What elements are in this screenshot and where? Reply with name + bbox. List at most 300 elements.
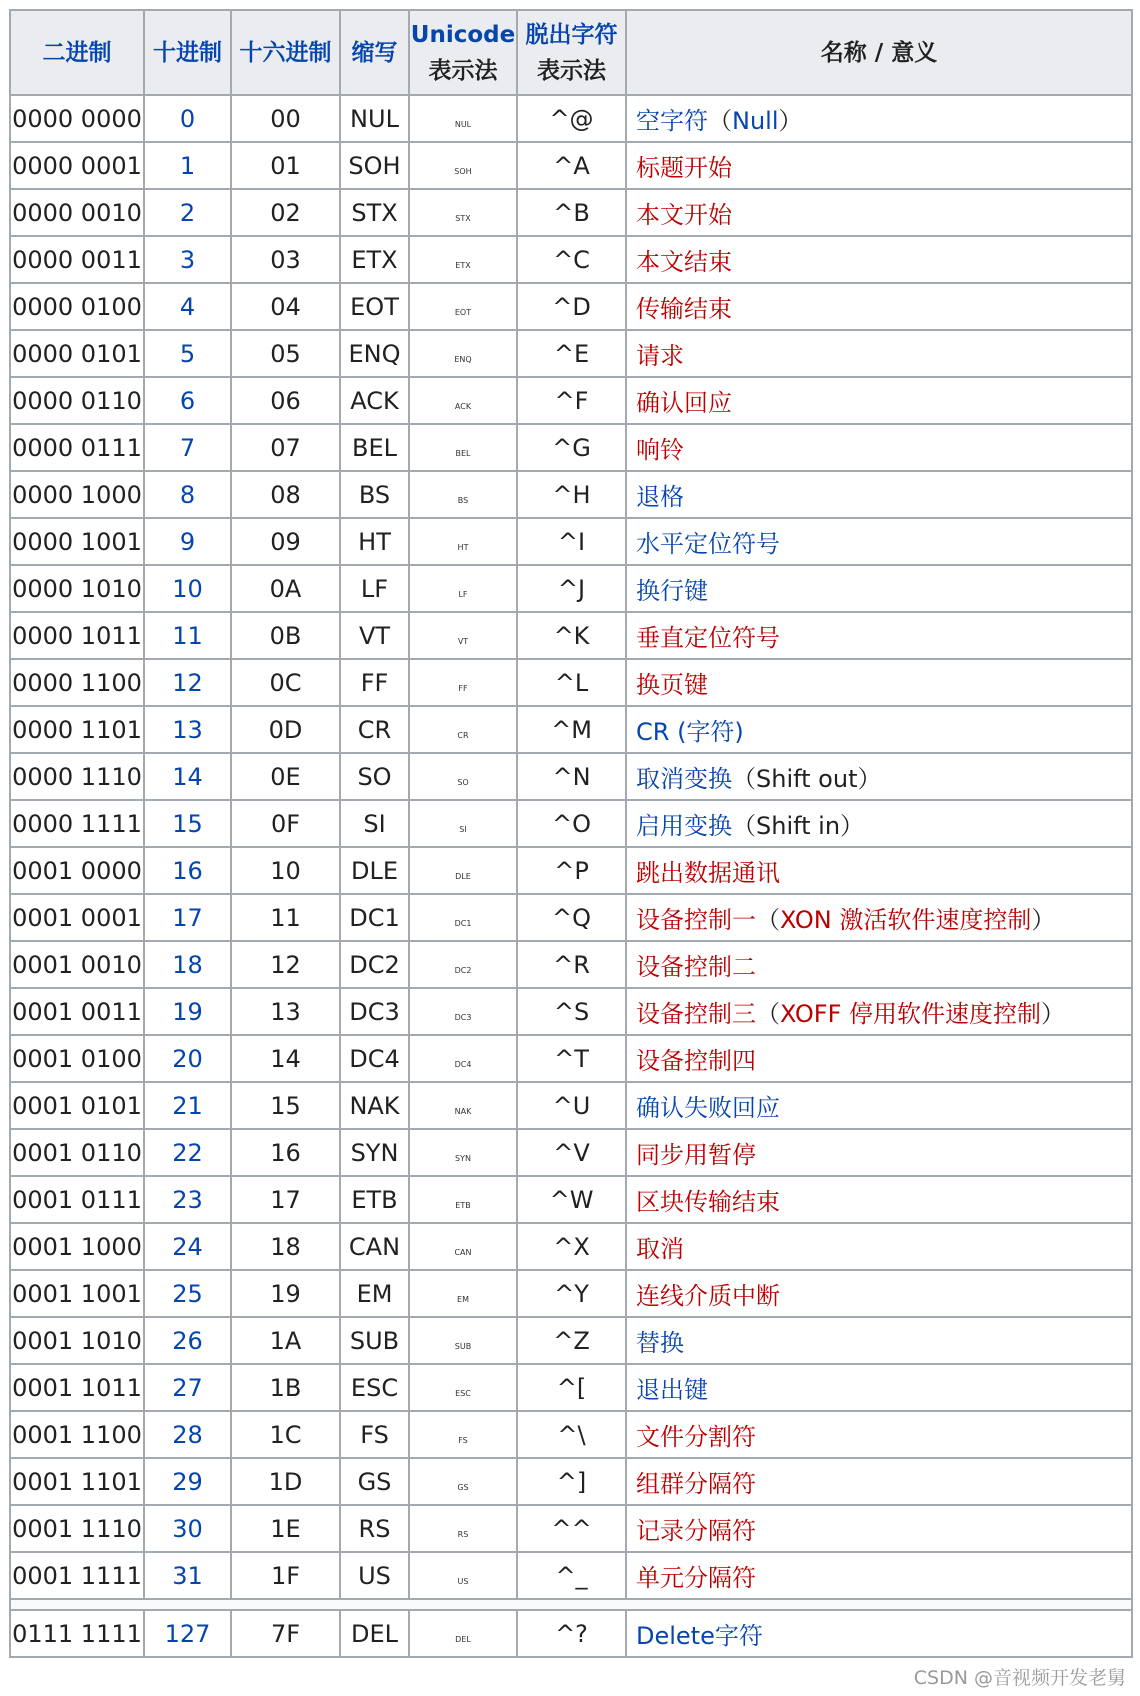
watermark: CSDN @音视频开发老舅 <box>913 1667 1126 1689</box>
ascii-control-table <box>9 9 1133 1658</box>
abbr-cell: LF <box>340 565 409 612</box>
name-cell <box>626 142 1132 189</box>
control-picture-glyph: US <box>457 1576 469 1586</box>
hex-cell: 0B <box>231 612 340 659</box>
table-row <box>10 1129 1132 1176</box>
binary-cell: 0000 1001 <box>10 518 144 565</box>
table-row <box>10 753 1132 800</box>
control-picture-glyph: EM <box>457 1294 469 1304</box>
name-cell <box>626 1223 1132 1270</box>
name-text: （ <box>756 906 780 934</box>
name-link[interactable]: 确认失败回应 <box>636 1094 780 1122</box>
hex-cell: 11 <box>231 894 340 941</box>
abbr-cell: BEL <box>340 424 409 471</box>
table-row <box>10 518 1132 565</box>
decimal-cell[interactable]: 127 <box>144 1610 231 1657</box>
unicode-picture-cell <box>409 1129 517 1176</box>
decimal-cell[interactable]: 16 <box>144 847 231 894</box>
unicode-picture-cell <box>409 1552 517 1599</box>
unicode-picture-cell <box>409 659 517 706</box>
abbr-cell: ETB <box>340 1176 409 1223</box>
name-cell <box>626 471 1132 518</box>
unicode-picture-cell <box>409 1458 517 1505</box>
abbr-cell: SI <box>340 800 409 847</box>
abbr-cell: DLE <box>340 847 409 894</box>
escape-cell: ^V <box>517 1129 626 1176</box>
unicode-picture-cell <box>409 236 517 283</box>
abbr-cell: SO <box>340 753 409 800</box>
table-row <box>10 847 1132 894</box>
table-row <box>10 424 1132 471</box>
name-cell <box>626 988 1132 1035</box>
decimal-cell[interactable]: 7 <box>144 424 231 471</box>
abbr-cell: DC2 <box>340 941 409 988</box>
name-link[interactable]: XON 激活软件速度控制 <box>780 906 1032 934</box>
name-link[interactable]: 换页键 <box>636 671 708 699</box>
name-link[interactable]: 文件分割符 <box>636 1423 756 1451</box>
control-picture-glyph: NAK <box>454 1106 472 1116</box>
unicode-sub: 表示法 <box>428 57 498 84</box>
escape-cell: ^J <box>517 565 626 612</box>
hex-cell: 08 <box>231 471 340 518</box>
unicode-picture-cell <box>409 565 517 612</box>
hex-cell: 14 <box>231 1035 340 1082</box>
decimal-cell[interactable]: 27 <box>144 1364 231 1411</box>
unicode-picture-cell <box>409 847 517 894</box>
binary-cell: 0000 1101 <box>10 706 144 753</box>
decimal-cell[interactable]: 3 <box>144 236 231 283</box>
control-picture-glyph: HT <box>457 542 469 552</box>
control-picture-glyph: BEL <box>455 448 471 458</box>
unicode-picture-cell <box>409 941 517 988</box>
abbr-cell: DC3 <box>340 988 409 1035</box>
name-text: （ <box>708 107 732 135</box>
control-picture-glyph: BS <box>457 495 469 505</box>
escape-cell: ^G <box>517 424 626 471</box>
control-picture-glyph: STX <box>455 213 471 223</box>
table-row <box>10 283 1132 330</box>
name-cell <box>626 847 1132 894</box>
binary-cell: 0001 0111 <box>10 1176 144 1223</box>
decimal-cell[interactable]: 8 <box>144 471 231 518</box>
table-row <box>10 1411 1132 1458</box>
decimal-cell[interactable]: 1 <box>144 142 231 189</box>
abbr-cell: STX <box>340 189 409 236</box>
table-row <box>10 1364 1132 1411</box>
separator-cell <box>10 1599 1132 1610</box>
decimal-cell[interactable]: 18 <box>144 941 231 988</box>
unicode-picture-cell <box>409 1035 517 1082</box>
name-cell <box>626 565 1132 612</box>
abbr-cell: VT <box>340 612 409 659</box>
unicode-picture-cell <box>409 471 517 518</box>
table-row <box>10 988 1132 1035</box>
table-row <box>10 189 1132 236</box>
escape-cell: ^L <box>517 659 626 706</box>
decimal-cell[interactable]: 11 <box>144 612 231 659</box>
binary-cell: 0001 1111 <box>10 1552 144 1599</box>
escape-cell: ^Q <box>517 894 626 941</box>
escape-cell: ^] <box>517 1458 626 1505</box>
col-header-decimal[interactable]: 十进制 <box>144 10 231 95</box>
control-picture-glyph: LF <box>458 589 468 599</box>
unicode-picture-cell <box>409 1411 517 1458</box>
decimal-cell[interactable]: 23 <box>144 1176 231 1223</box>
hex-cell: 0A <box>231 565 340 612</box>
name-cell <box>626 1129 1132 1176</box>
control-picture-glyph: SI <box>459 824 467 834</box>
escape-cell: ^^ <box>517 1505 626 1552</box>
name-cell <box>626 1610 1132 1657</box>
decimal-cell[interactable]: 30 <box>144 1505 231 1552</box>
escape-cell: ^R <box>517 941 626 988</box>
table-row <box>10 377 1132 424</box>
control-picture-glyph: DEL <box>455 1634 471 1644</box>
decimal-cell[interactable]: 9 <box>144 518 231 565</box>
hex-cell: 04 <box>231 283 340 330</box>
hex-cell: 09 <box>231 518 340 565</box>
hex-cell: 05 <box>231 330 340 377</box>
hex-cell: 02 <box>231 189 340 236</box>
escape-cell: ^P <box>517 847 626 894</box>
table-row <box>10 706 1132 753</box>
decimal-cell[interactable]: 20 <box>144 1035 231 1082</box>
decimal-cell[interactable]: 15 <box>144 800 231 847</box>
name-cell <box>626 283 1132 330</box>
name-link[interactable]: 设备控制三 <box>636 1000 756 1028</box>
name-cell <box>626 1082 1132 1129</box>
name-link[interactable]: 设备控制四 <box>636 1047 756 1075</box>
table-row <box>10 1223 1132 1270</box>
table-row <box>10 1610 1132 1657</box>
decimal-cell[interactable]: 12 <box>144 659 231 706</box>
name-text: ） <box>1031 906 1056 934</box>
unicode-picture-cell <box>409 800 517 847</box>
col-header-abbr[interactable]: 缩写 <box>340 10 409 95</box>
name-link[interactable]: 取消 <box>636 1235 684 1263</box>
unicode-picture-cell <box>409 894 517 941</box>
binary-cell: 0001 1001 <box>10 1270 144 1317</box>
escape-cell: ^T <box>517 1035 626 1082</box>
control-picture-glyph: EOT <box>454 307 472 317</box>
table-row <box>10 894 1132 941</box>
control-picture-glyph: RS <box>457 1529 469 1539</box>
control-picture-glyph: NUL <box>454 119 472 129</box>
control-picture-glyph: SUB <box>454 1341 472 1351</box>
abbr-cell: DC4 <box>340 1035 409 1082</box>
hex-cell: 1E <box>231 1505 340 1552</box>
hex-cell: 0D <box>231 706 340 753</box>
binary-cell: 0000 0001 <box>10 142 144 189</box>
control-picture-glyph: CR <box>457 730 469 740</box>
abbr-cell: EM <box>340 1270 409 1317</box>
table-separator-row <box>10 1599 1132 1610</box>
name-text: ） <box>778 107 803 135</box>
abbr-cell: CAN <box>340 1223 409 1270</box>
name-cell <box>626 894 1132 941</box>
unicode-link[interactable]: Unicode <box>410 21 516 48</box>
escape-cell: ^Y <box>517 1270 626 1317</box>
binary-cell: 0001 0000 <box>10 847 144 894</box>
binary-cell: 0000 1100 <box>10 659 144 706</box>
name-cell <box>626 1176 1132 1223</box>
abbr-cell: ACK <box>340 377 409 424</box>
name-cell <box>626 1364 1132 1411</box>
escape-cell: ^_ <box>517 1552 626 1599</box>
name-cell <box>626 330 1132 377</box>
escape-cell: ^K <box>517 612 626 659</box>
escape-cell: ^X <box>517 1223 626 1270</box>
binary-cell: 0000 1110 <box>10 753 144 800</box>
name-link[interactable]: 连线介质中断 <box>636 1282 780 1310</box>
escape-sub: 表示法 <box>537 57 606 84</box>
control-picture-glyph: VT <box>457 636 469 646</box>
binary-cell: 0001 0101 <box>10 1082 144 1129</box>
name-link[interactable]: 传输结束 <box>636 295 732 323</box>
name-link[interactable]: 同步用暂停 <box>636 1141 756 1169</box>
escape-cell: ^@ <box>517 95 626 142</box>
hex-cell: 1B <box>231 1364 340 1411</box>
name-link[interactable]: 换行键 <box>636 577 708 605</box>
name-link[interactable]: 请求 <box>636 342 684 370</box>
table-row <box>10 1552 1132 1599</box>
name-link[interactable]: 区块传输结束 <box>636 1188 780 1216</box>
table-row <box>10 612 1132 659</box>
table-header-row <box>10 10 1132 95</box>
unicode-picture-cell <box>409 377 517 424</box>
escape-cell: ^S <box>517 988 626 1035</box>
name-cell <box>626 1317 1132 1364</box>
control-picture-glyph: SYN <box>455 1153 471 1163</box>
decimal-cell[interactable]: 22 <box>144 1129 231 1176</box>
binary-cell: 0000 1011 <box>10 612 144 659</box>
decimal-cell[interactable]: 0 <box>144 95 231 142</box>
abbr-cell: DEL <box>340 1610 409 1657</box>
name-text: （ <box>756 1000 780 1028</box>
unicode-picture-cell <box>409 1610 517 1657</box>
decimal-cell[interactable]: 31 <box>144 1552 231 1599</box>
name-cell <box>626 1411 1132 1458</box>
hex-cell: 16 <box>231 1129 340 1176</box>
binary-cell: 0001 0001 <box>10 894 144 941</box>
hex-cell: 0F <box>231 800 340 847</box>
name-text: （Shift out） <box>732 765 882 793</box>
hex-cell: 0C <box>231 659 340 706</box>
unicode-picture-cell <box>409 1223 517 1270</box>
decimal-cell[interactable]: 19 <box>144 988 231 1035</box>
abbr-cell: EOT <box>340 283 409 330</box>
name-cell <box>626 95 1132 142</box>
escape-link[interactable]: 脱出字符 <box>525 21 618 48</box>
binary-cell: 0001 0100 <box>10 1035 144 1082</box>
binary-cell: 0000 0111 <box>10 424 144 471</box>
name-cell <box>626 424 1132 471</box>
control-picture-glyph: GS <box>457 1482 469 1492</box>
unicode-picture-cell <box>409 283 517 330</box>
escape-cell: ^C <box>517 236 626 283</box>
table-row <box>10 95 1132 142</box>
unicode-picture-cell <box>409 988 517 1035</box>
decimal-cell[interactable]: 4 <box>144 283 231 330</box>
name-cell <box>626 941 1132 988</box>
decimal-cell[interactable]: 6 <box>144 377 231 424</box>
binary-cell: 0001 1100 <box>10 1411 144 1458</box>
abbr-cell: FS <box>340 1411 409 1458</box>
escape-cell: ^E <box>517 330 626 377</box>
unicode-picture-cell <box>409 518 517 565</box>
escape-cell: ^\ <box>517 1411 626 1458</box>
escape-cell: ^? <box>517 1610 626 1657</box>
table-row <box>10 1035 1132 1082</box>
name-link[interactable]: 退格 <box>636 483 684 511</box>
name-link[interactable]: 设备控制一 <box>636 906 756 934</box>
hex-cell: 01 <box>231 142 340 189</box>
name-link[interactable]: Delete字符 <box>636 1622 763 1650</box>
name-link[interactable]: 单元分隔符 <box>636 1564 756 1592</box>
name-cell <box>626 659 1132 706</box>
name-link[interactable]: 替换 <box>636 1329 684 1357</box>
name-link[interactable]: 取消变换 <box>636 765 732 793</box>
decimal-cell[interactable]: 24 <box>144 1223 231 1270</box>
unicode-picture-cell <box>409 142 517 189</box>
col-header-escape <box>517 10 626 95</box>
abbr-cell: ENQ <box>340 330 409 377</box>
table-row <box>10 1176 1132 1223</box>
table-row <box>10 330 1132 377</box>
table-row <box>10 1505 1132 1552</box>
name-link[interactable]: 记录分隔符 <box>636 1517 756 1545</box>
decimal-cell[interactable]: 21 <box>144 1082 231 1129</box>
table-row <box>10 1317 1132 1364</box>
name-link[interactable]: 设备控制二 <box>636 953 756 981</box>
unicode-picture-cell <box>409 1505 517 1552</box>
name-link[interactable]: CR (字符) <box>636 718 744 746</box>
table-row <box>10 471 1132 518</box>
decimal-cell[interactable]: 17 <box>144 894 231 941</box>
decimal-cell[interactable]: 14 <box>144 753 231 800</box>
decimal-cell[interactable]: 10 <box>144 565 231 612</box>
control-picture-glyph: DLE <box>455 871 471 881</box>
decimal-cell[interactable]: 29 <box>144 1458 231 1505</box>
name-link[interactable]: 退出键 <box>636 1376 708 1404</box>
name-cell <box>626 706 1132 753</box>
table-row <box>10 1082 1132 1129</box>
binary-cell: 0000 1111 <box>10 800 144 847</box>
table-row <box>10 1458 1132 1505</box>
hex-cell: 1C <box>231 1411 340 1458</box>
binary-cell: 0000 0000 <box>10 95 144 142</box>
col-header-hex[interactable]: 十六进制 <box>231 10 340 95</box>
control-picture-glyph: DC4 <box>454 1059 472 1069</box>
name-link[interactable]: 水平定位符号 <box>636 530 780 558</box>
name-cell <box>626 377 1132 424</box>
unicode-picture-cell <box>409 1270 517 1317</box>
decimal-cell[interactable]: 2 <box>144 189 231 236</box>
name-link[interactable]: 空字符 <box>636 107 708 135</box>
table-row <box>10 941 1132 988</box>
table-row <box>10 800 1132 847</box>
abbr-cell: US <box>340 1552 409 1599</box>
unicode-picture-cell <box>409 95 517 142</box>
decimal-cell[interactable]: 13 <box>144 706 231 753</box>
hex-cell: 19 <box>231 1270 340 1317</box>
unicode-picture-cell <box>409 1082 517 1129</box>
abbr-cell: FF <box>340 659 409 706</box>
control-picture-glyph: ACK <box>454 401 472 411</box>
col-header-name: 名称 / 意义 <box>626 10 1132 95</box>
abbr-cell: ESC <box>340 1364 409 1411</box>
decimal-cell[interactable]: 25 <box>144 1270 231 1317</box>
abbr-cell: BS <box>340 471 409 518</box>
abbr-cell: SUB <box>340 1317 409 1364</box>
name-cell <box>626 1505 1132 1552</box>
binary-cell: 0001 0110 <box>10 1129 144 1176</box>
escape-cell: ^M <box>517 706 626 753</box>
name-link[interactable]: XOFF 停用软件速度控制 <box>780 1000 1042 1028</box>
unicode-picture-cell <box>409 706 517 753</box>
name-cell <box>626 1270 1132 1317</box>
abbr-cell: ETX <box>340 236 409 283</box>
escape-cell: ^F <box>517 377 626 424</box>
table-row <box>10 142 1132 189</box>
control-picture-glyph: DC1 <box>454 918 472 928</box>
decimal-cell[interactable]: 26 <box>144 1317 231 1364</box>
abbr-cell: RS <box>340 1505 409 1552</box>
escape-cell: ^W <box>517 1176 626 1223</box>
name-link[interactable]: 垂直定位符号 <box>636 624 780 652</box>
name-link[interactable]: 本文结束 <box>636 248 732 276</box>
binary-cell: 0001 1110 <box>10 1505 144 1552</box>
name-link[interactable]: 组群分隔符 <box>636 1470 756 1498</box>
control-picture-glyph: SO <box>457 777 469 787</box>
binary-cell: 0111 1111 <box>10 1610 144 1657</box>
hex-cell: 13 <box>231 988 340 1035</box>
unicode-picture-cell <box>409 753 517 800</box>
abbr-cell: NAK <box>340 1082 409 1129</box>
escape-cell: ^B <box>517 189 626 236</box>
escape-cell: ^[ <box>517 1364 626 1411</box>
col-header-binary[interactable]: 二进制 <box>10 10 144 95</box>
name-link[interactable]: 确认回应 <box>636 389 732 417</box>
abbr-cell: GS <box>340 1458 409 1505</box>
name-cell <box>626 753 1132 800</box>
escape-cell: ^O <box>517 800 626 847</box>
escape-cell: ^U <box>517 1082 626 1129</box>
name-link[interactable]: 跳出数据通讯 <box>636 859 780 887</box>
decimal-cell[interactable]: 5 <box>144 330 231 377</box>
name-link[interactable]: 本文开始 <box>636 201 732 229</box>
control-picture-glyph: ETB <box>455 1200 471 1210</box>
name-cell <box>626 800 1132 847</box>
control-picture-glyph: FF <box>458 683 468 693</box>
name-link[interactable]: 响铃 <box>636 436 684 464</box>
table-row <box>10 236 1132 283</box>
control-picture-glyph: ESC <box>455 1388 471 1398</box>
escape-cell: ^N <box>517 753 626 800</box>
name-cell <box>626 189 1132 236</box>
name-cell <box>626 612 1132 659</box>
binary-cell: 0001 1101 <box>10 1458 144 1505</box>
hex-cell: 07 <box>231 424 340 471</box>
unicode-picture-cell <box>409 612 517 659</box>
name-link[interactable]: Null <box>732 107 779 135</box>
control-picture-glyph: DC2 <box>454 965 472 975</box>
name-link[interactable]: 启用变换 <box>636 812 732 840</box>
name-link[interactable]: 标题开始 <box>636 154 732 182</box>
unicode-picture-cell <box>409 1364 517 1411</box>
escape-cell: ^D <box>517 283 626 330</box>
decimal-cell[interactable]: 28 <box>144 1411 231 1458</box>
